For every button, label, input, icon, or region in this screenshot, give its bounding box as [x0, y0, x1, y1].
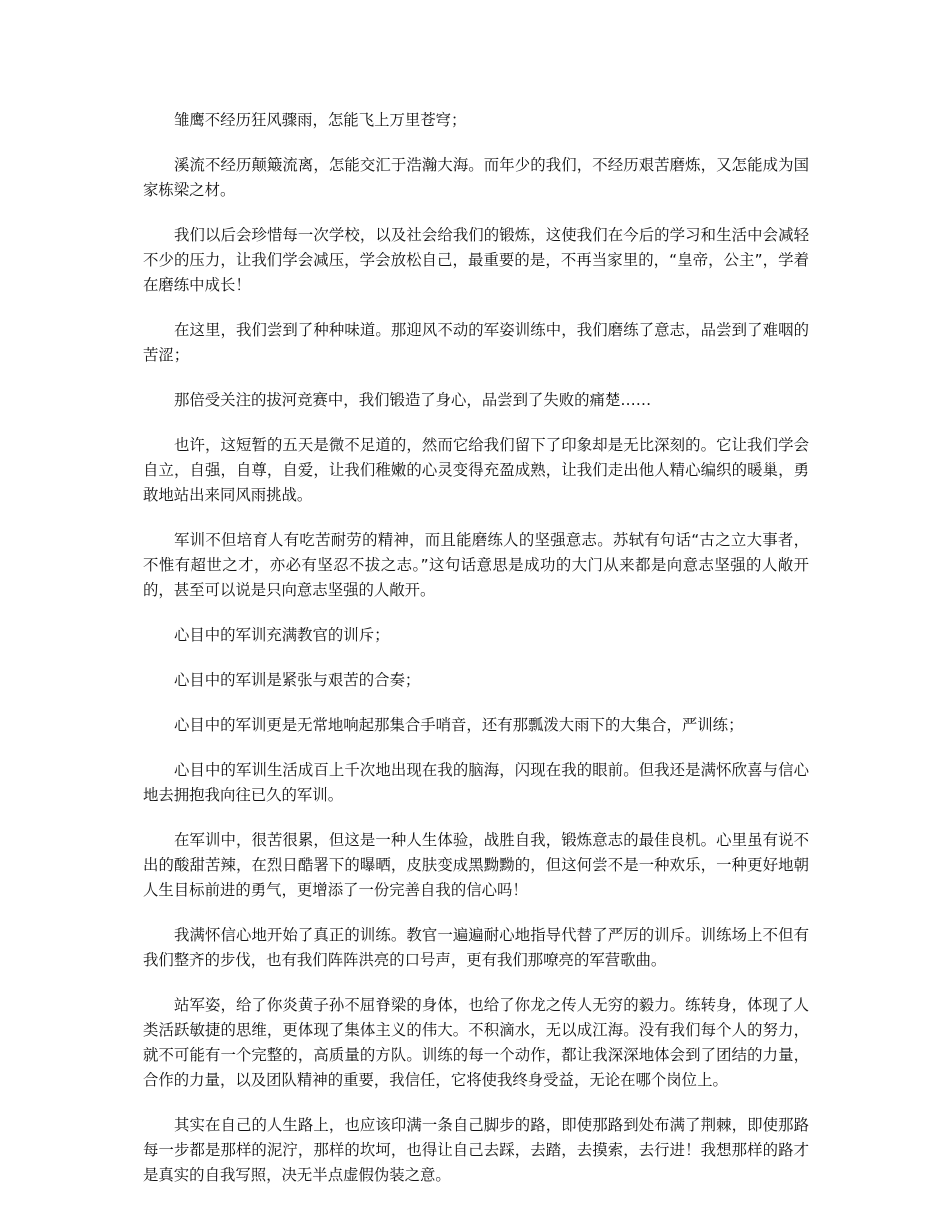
document-body [143, 108, 809, 1208]
paragraph: 其实在自己的人生路上，也应该印满一条自己脚步的路，即使那路到处布满了荆棘，即使那路每一步都是那样的泥泞，那样的坎坷，也得让自己去踩，去踏，去摸索，去行进！我想那样的路才是真实的自我写照，决无半点虚假伪装之意。 [143, 1116, 809, 1184]
paragraph: 在军训中，很苦很累，但这是一种人生体验，战胜自我，锻炼意志的最佳良机。心里虽有说不出的酸甜苦辣，在烈日酷署下的曝晒，皮肤变成黑黝黝的，但这何尝不是一种欢乐，一种更好地朝人生目标前进的勇气，更增添了一份完善自我的信心吗！ [143, 831, 809, 899]
paragraph: 心目中的军训更是无常地响起那集合手哨音，还有那瓢泼大雨下的大集合，严训练； [174, 716, 744, 734]
paragraph: 心目中的军训生活成百上千次地出现在我的脑海，闪现在我的眼前。但我还是满怀欣喜与信心地去拥抱我向往已久的军训。 [143, 761, 809, 804]
paragraph: 雏鹰不经历狂风骤雨，怎能飞上万里苍穹； [174, 111, 467, 129]
paragraph: 我满怀信心地开始了真正的训练。教官一遍遍耐心地指导代替了严厉的训斥。训练场上不但有我们整齐的步伐，也有我们阵阵洪亮的口号声，更有我们那嘹亮的军营歌曲。 [143, 926, 809, 969]
paragraph: 军训不但培育人有吃苦耐劳的精神，而且能磨练人的坚强意志。苏轼有句话“古之立大事者，不惟有超世之才，亦必有坚忍不拔之志。”这句话意思是成功的大门从来都是向意志坚强的人敞开的，甚至可以说是只向意志坚强的人敞开。 [143, 531, 809, 599]
paragraph: 站军姿，给了你炎黄子孙不屈脊梁的身体，也给了你龙之传人无穷的毅力。练转身，体现了人类活跃敏捷的思维，更体现了集体主义的伟大。不积滴水，无以成江海。没有我们每个人的努力，就不可能有一个完整的，高质量的方队。训练的每一个动作，都让我深深地体会到了团结的力量，合作的力量，以及团队精神的重要，我信任，它将使我终身受益，无论在哪个岗位上。 [143, 996, 809, 1089]
paragraph: 那倍受关注的拔河竞赛中，我们锻造了身心，品尝到了失败的痛楚…… [174, 391, 652, 409]
paragraph: 在这里，我们尝到了种种味道。那迎风不动的军姿训练中，我们磨练了意志，品尝到了难咽的苦涩； [143, 321, 809, 364]
paragraph: 心目中的军训是紧张与艰苦的合奏； [174, 671, 421, 689]
paragraph: 也许，这短暂的五天是微不足道的，然而它给我们留下了印象却是无比深刻的。它让我们学会自立，自强，自尊，自爱，让我们稚嫩的心灵变得充盈成熟，让我们走出他人精心编织的暖巢，勇敢地站出来同风雨挑战。 [143, 436, 809, 504]
paragraph: 我们以后会珍惜每一次学校，以及社会给我们的锻炼，这使我们在今后的学习和生活中会减轻不少的压力，让我们学会减压，学会放松自己，最重要的是，不再当家里的，“皇帝，公主”，学着在磨练中成长！ [143, 226, 809, 294]
paragraph: 溪流不经历颠簸流离，怎能交汇于浩瀚大海。而年少的我们，不经历艰苦磨炼，又怎能成为国家栋梁之材。 [143, 156, 809, 199]
paragraph: 心目中的军训充满教官的训斥； [174, 626, 390, 644]
